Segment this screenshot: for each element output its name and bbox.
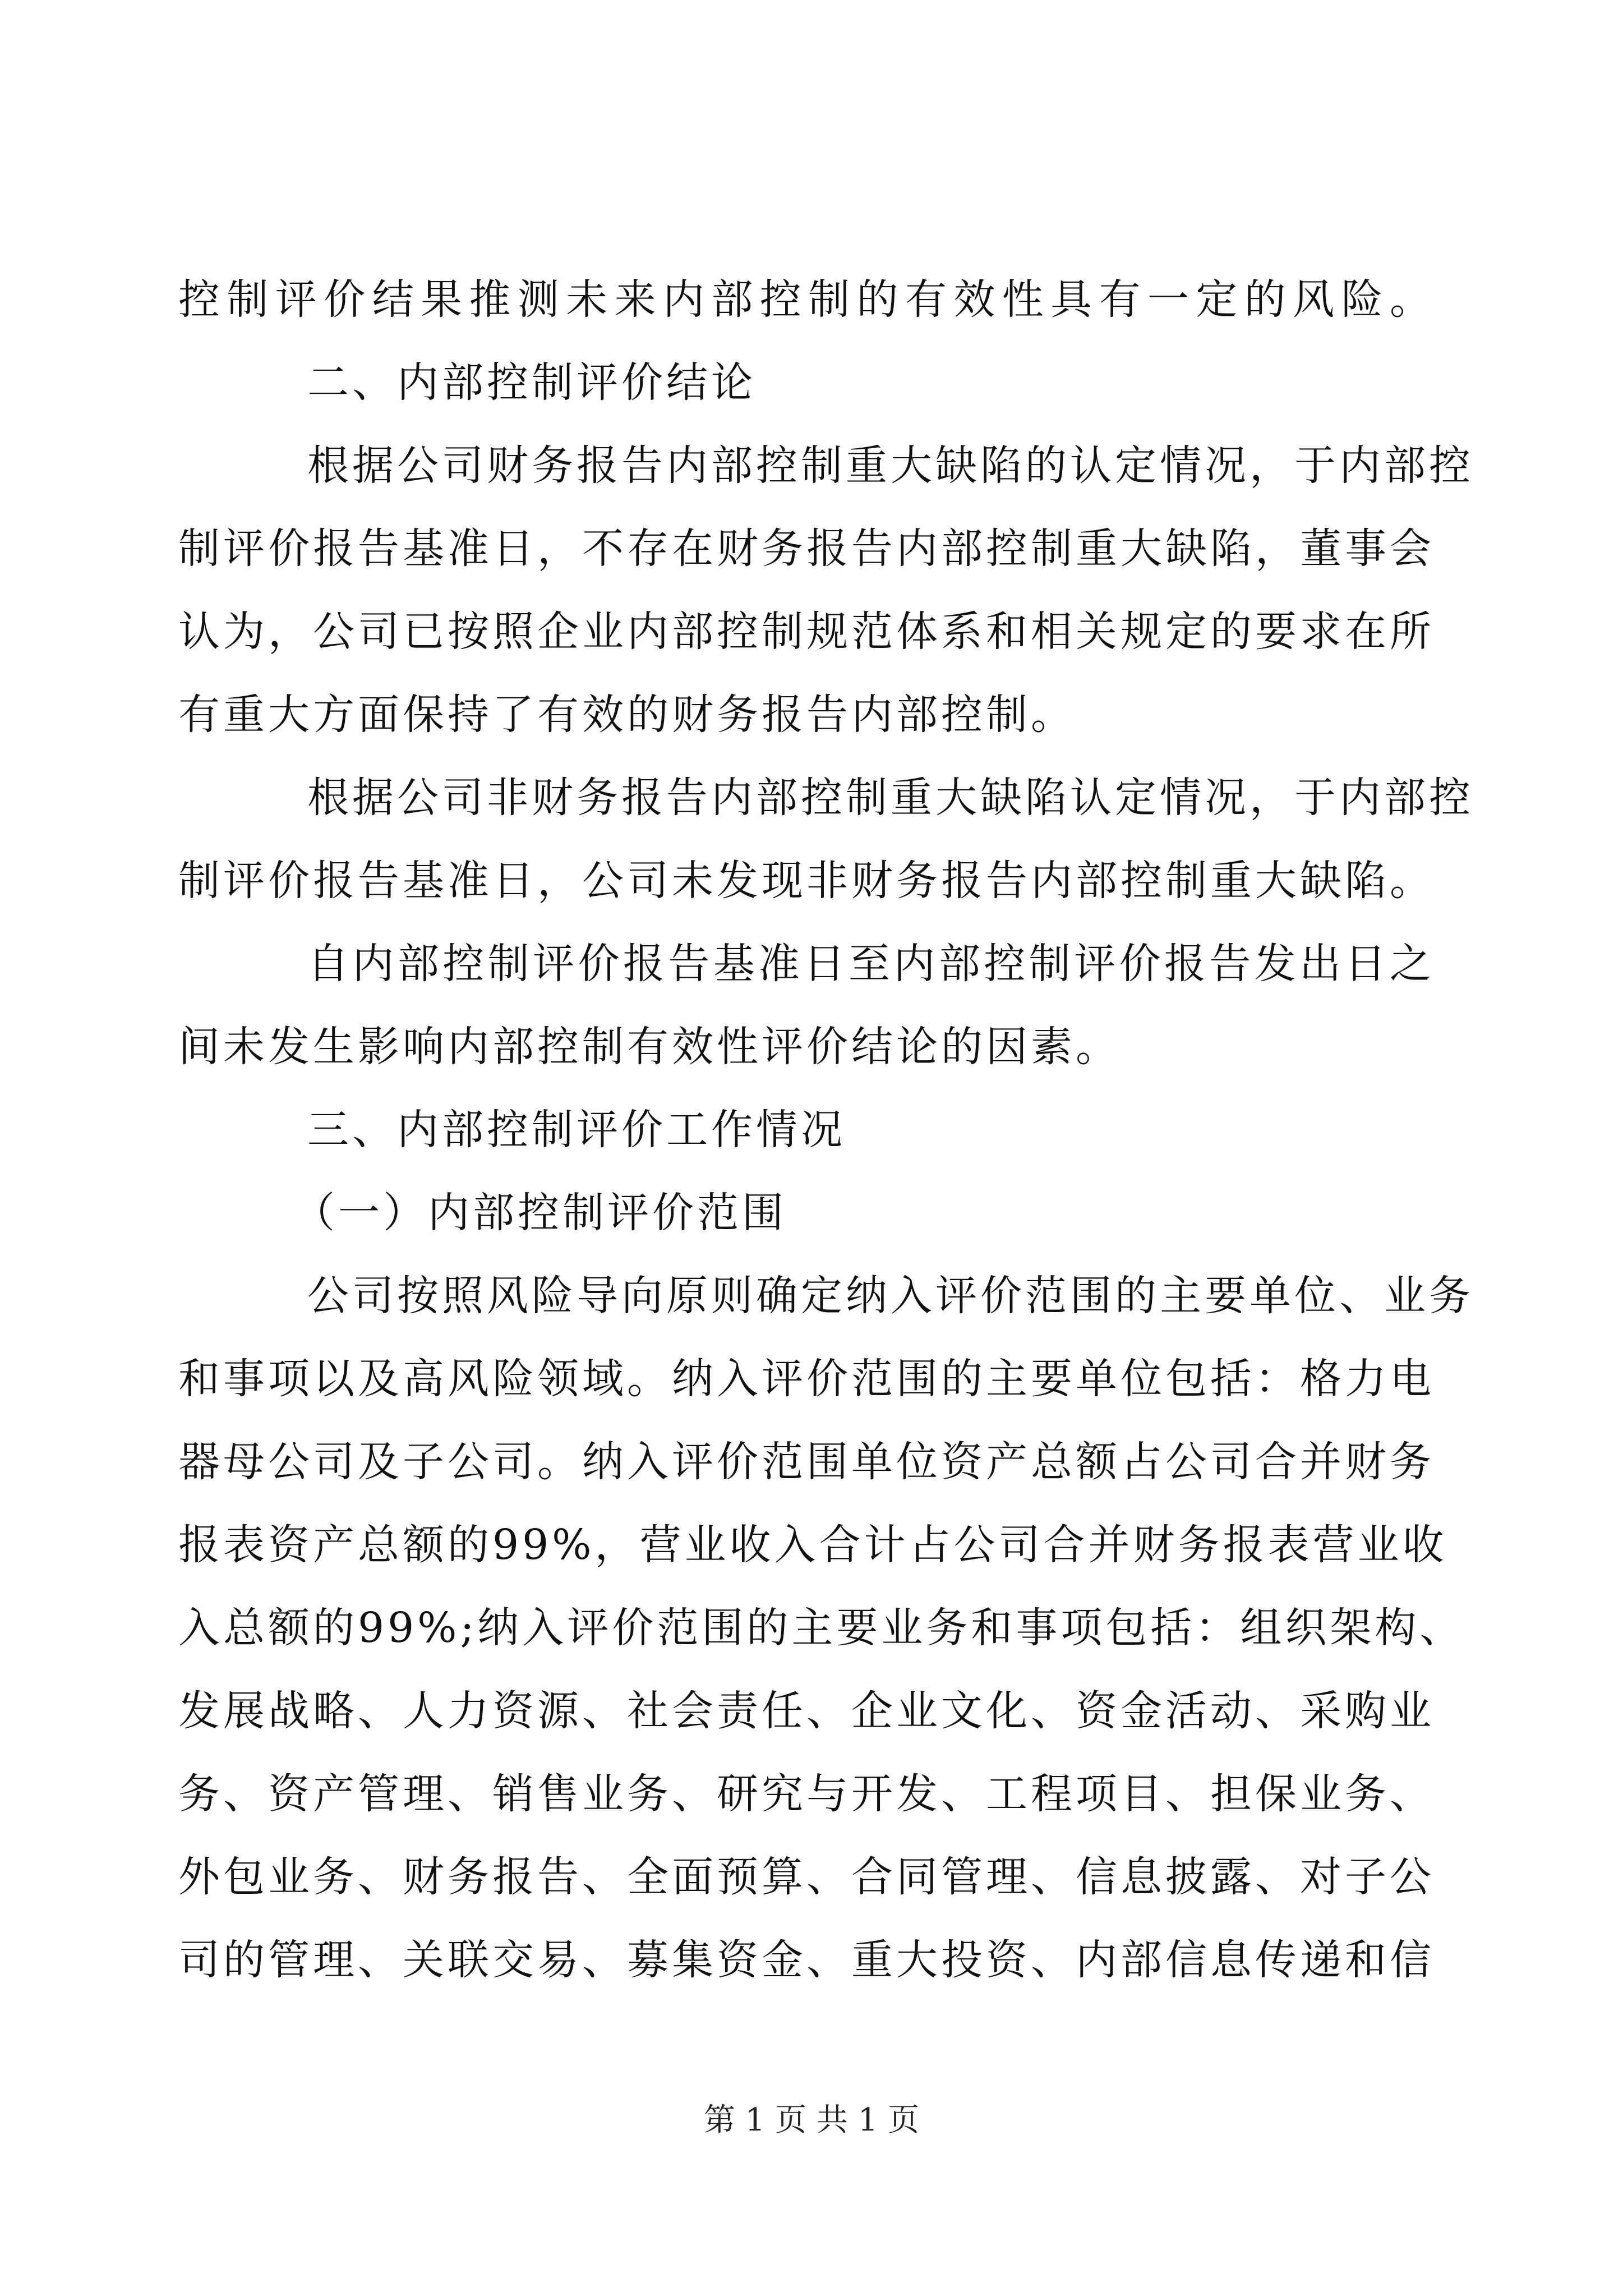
- paragraph-line: 制评价报告基准日，公司未发现非财务报告内部控制重大缺陷。: [178, 857, 1435, 905]
- paragraph-line: 报表资产总额的99%，营业收入合计占公司合并财务报表营业收: [178, 1521, 1447, 1569]
- paragraph-line: 器母公司及子公司。纳入评价范围单位资产总额占公司合并财务: [178, 1438, 1435, 1486]
- paragraph-line: 间未发生影响内部控制有效性评价结论的因素。: [178, 1023, 1121, 1071]
- paragraph-line: 入总额的99%;纳入评价范围的主要业务和事项包括：组织架构、: [178, 1604, 1465, 1652]
- paragraph-line: 根据公司非财务报告内部控制重大缺陷认定情况，于内部控: [307, 774, 1474, 822]
- paragraph-line: 和事项以及高风险领域。纳入评价范围的主要单位包括：格力电: [178, 1355, 1435, 1403]
- page-footer: 第 1 页 共 1 页: [703, 2102, 920, 2138]
- paragraph-line: 务、资产管理、销售业务、研究与开发、工程项目、担保业务、: [178, 1770, 1435, 1818]
- paragraph-line: 控制评价结果推测未来内部控制的有效性具有一定的风险。: [178, 275, 1435, 324]
- paragraph-line: 发展战略、人力资源、社会责任、企业文化、资金活动、采购业: [178, 1687, 1435, 1735]
- section-heading: 二、内部控制评价结论: [307, 358, 756, 407]
- paragraph-line: 认为，公司已按照企业内部控制规范体系和相关规定的要求在所: [178, 608, 1435, 656]
- paragraph-line: 有重大方面保持了有效的财务报告内部控制。: [178, 691, 1076, 739]
- paragraph-line: 公司按照风险导向原则确定纳入评价范围的主要单位、业务: [307, 1272, 1474, 1320]
- paragraph-line: 制评价报告基准日，不存在财务报告内部控制重大缺陷，董事会: [178, 524, 1435, 573]
- paragraph-line: 外包业务、财务报告、全面预算、合同管理、信息披露、对子公: [178, 1853, 1435, 1901]
- paragraph-line: 司的管理、关联交易、募集资金、重大投资、内部信息传递和信: [178, 1936, 1435, 1984]
- document-body: [178, 258, 1474, 2001]
- paragraph-line: 自内部控制评价报告基准日至内部控制评价报告发出日之: [307, 940, 1435, 988]
- section-heading: 三、内部控制评价工作情况: [307, 1106, 846, 1154]
- subsection-heading: （一）内部控制评价范围: [293, 1189, 787, 1237]
- paragraph-line: 根据公司财务报告内部控制重大缺陷的认定情况，于内部控: [307, 441, 1474, 490]
